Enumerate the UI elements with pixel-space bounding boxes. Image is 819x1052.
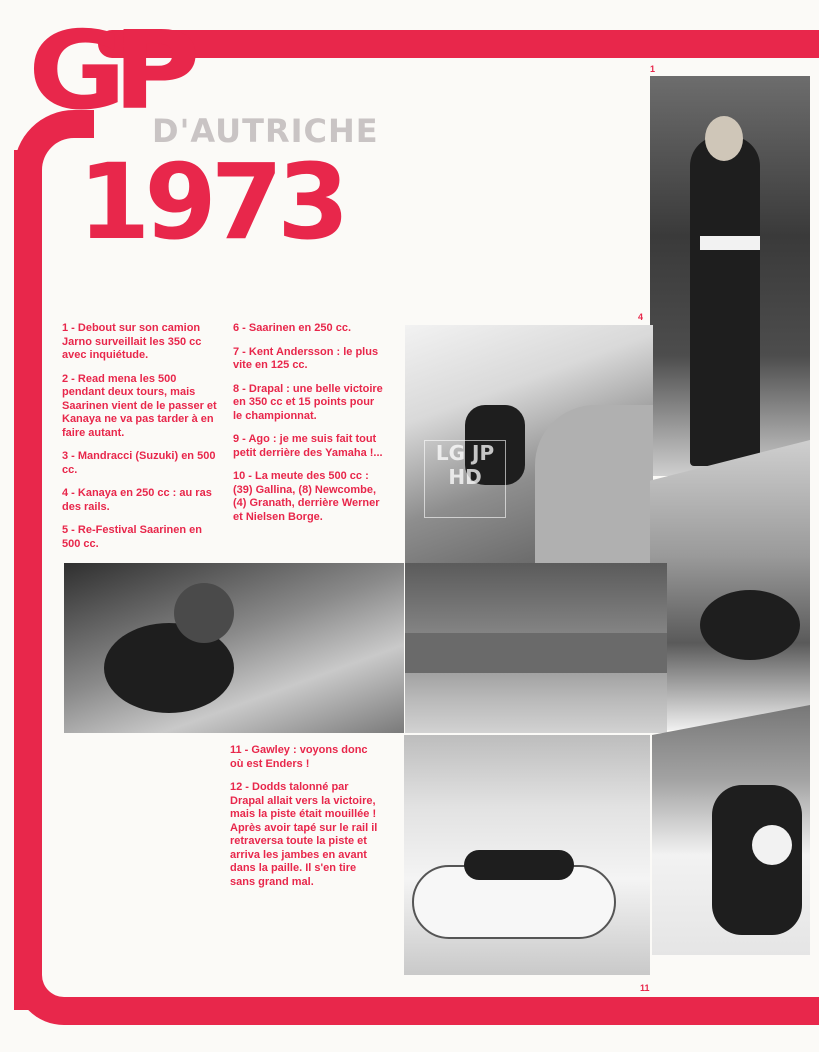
caption-7: 7 - Kent Andersson : le plus vite en 125 cc. xyxy=(233,345,379,371)
photo-jarno-standing xyxy=(650,76,810,476)
caption-4: 4 - Kanaya en 250 cc : au ras des rails. xyxy=(62,487,212,513)
frame-top-band xyxy=(98,30,819,58)
caption-column-1 xyxy=(62,322,217,561)
photo-sidecar xyxy=(404,735,650,975)
frame-left-band xyxy=(14,150,42,1010)
caption-10: 10 - La meute des 500 cc : (39) Gallina, (8) Newcombe, (4) Granath, derrière Werner et Nielsen Borge. xyxy=(233,470,380,523)
gp-logo: GP xyxy=(28,9,187,135)
caption-3: 3 - Mandracci (Suzuki) en 500 cc. xyxy=(62,450,216,476)
photo-number-11: 11 xyxy=(640,983,650,993)
caption-2: 2 - Read mena les 500 pendant deux tours, mais Saarinen vient de le passer et Kanaya ne va pas tarder à en faire autant. xyxy=(62,372,217,439)
photo-number-4: 4 xyxy=(638,312,644,322)
caption-6: 6 - Saarinen en 250 cc. xyxy=(233,322,352,334)
photo-racer-number-8 xyxy=(652,705,810,955)
photo-motorcycle-curve xyxy=(64,563,404,733)
photo-track-fall xyxy=(405,563,667,733)
frame-bottom-band xyxy=(14,975,819,1025)
page-title-year: 1973 xyxy=(78,141,344,263)
caption-column-2 xyxy=(233,322,383,534)
photo-number-1: 1 xyxy=(650,64,656,74)
caption-11: 11 - Gawley : voyons donc où est Enders ! xyxy=(230,744,368,770)
caption-12: 12 - Dodds talonné par Drapal allait vers la victoire, mais la piste était mouillée ! Après avoir tapé sur le rail il retraversa toute la piste et arriva les jambes en avant dans la paille. Il s'en tire sans grand mal. xyxy=(230,781,378,888)
photo-racer-right-mid xyxy=(650,440,810,730)
caption-8: 8 - Drapal : une belle victoire en 350 cc et 15 points pour le championnat. xyxy=(233,382,383,422)
page-subtitle: D'AUTRICHE xyxy=(152,112,379,150)
caption-5: 5 - Re-Festival Saarinen en 500 cc. xyxy=(62,524,202,550)
caption-1: 1 - Debout sur son camion Jarno surveillait les 350 cc avec inquiétude. xyxy=(62,322,202,361)
caption-9: 9 - Ago : je me suis fait tout petit derrière des Yamaha !... xyxy=(233,433,383,459)
caption-column-3 xyxy=(230,744,382,899)
watermark-logo: LG JP HD xyxy=(424,440,506,518)
